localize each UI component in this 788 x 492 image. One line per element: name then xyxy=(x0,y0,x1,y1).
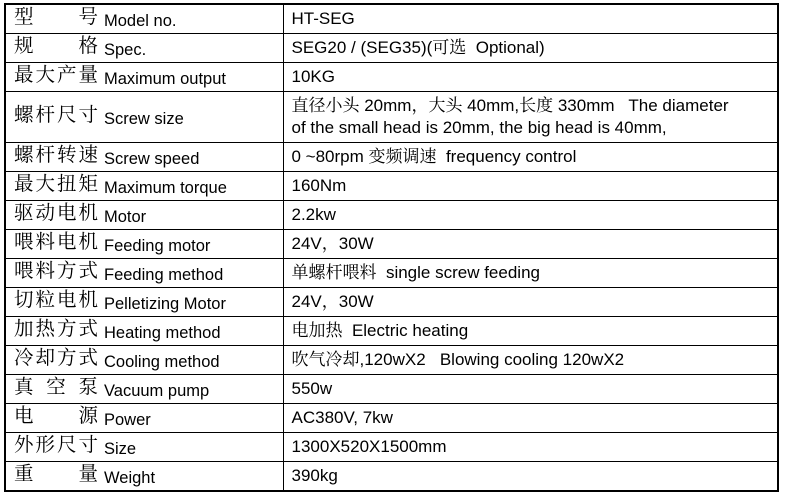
table-row-feeding-method xyxy=(5,259,778,288)
spec-value-cell xyxy=(283,143,778,172)
spec-value-cell xyxy=(283,172,778,201)
spec-value: 24V，30W xyxy=(291,291,374,311)
spec-value: 0 ~80rpm 变频调速 frequency control xyxy=(291,146,577,166)
spec-label-en: Feeding motor xyxy=(104,237,211,255)
spec-value: 390kg xyxy=(291,465,338,485)
table-row-size xyxy=(5,433,778,462)
spec-label-en: Size xyxy=(104,440,137,458)
spec-value-cell xyxy=(283,34,778,63)
spec-label-cell xyxy=(5,34,283,63)
spec-label-cell xyxy=(5,63,283,92)
spec-label-cn: 切粒电机 xyxy=(14,289,98,311)
spec-value-cell xyxy=(283,230,778,259)
spec-label-en: Power xyxy=(104,411,151,429)
spec-label-cn: 冷却方式 xyxy=(14,347,98,369)
table-row-screw-speed xyxy=(5,143,778,172)
spec-value-cell xyxy=(283,462,778,492)
spec-label-cell xyxy=(5,346,283,375)
table-row-maximum-torque xyxy=(5,172,778,201)
spec-label-cn: 重量 xyxy=(14,463,98,485)
spec-value-cell xyxy=(283,317,778,346)
spec-label-en: Feeding method xyxy=(104,266,224,284)
spec-value-cell xyxy=(283,375,778,404)
spec-label-en: Model no. xyxy=(104,12,177,30)
spec-label-cn: 螺杆转速 xyxy=(14,144,98,166)
spec-label-cn: 喂料方式 xyxy=(14,260,98,282)
spec-label-cn: 外形尺寸 xyxy=(14,434,98,456)
spec-value-cell xyxy=(283,288,778,317)
spec-label-cn: 型号 xyxy=(14,6,98,28)
spec-label-cell xyxy=(5,172,283,201)
spec-value: HT-SEG xyxy=(291,8,355,28)
spec-label-cell xyxy=(5,143,283,172)
table-row-power xyxy=(5,404,778,433)
spec-value-cell xyxy=(283,404,778,433)
spec-label-cn: 最大产量 xyxy=(14,64,98,86)
spec-label-cell xyxy=(5,92,283,143)
spec-value-cell xyxy=(283,433,778,462)
spec-label-cell xyxy=(5,201,283,230)
spec-value-cell xyxy=(283,92,778,143)
spec-label-cn: 规格 xyxy=(14,35,98,57)
spec-label-en: Spec. xyxy=(104,41,147,59)
spec-label-en: Screw speed xyxy=(104,150,200,168)
spec-value-cell xyxy=(283,63,778,92)
spec-value: 1300X520X1500mm xyxy=(291,436,447,456)
spec-table xyxy=(4,3,779,492)
spec-value: 160Nm xyxy=(291,175,347,195)
table-row-spec xyxy=(5,34,778,63)
table-row-cooling-method xyxy=(5,346,778,375)
spec-value: 吹气冷却,120wX2 Blowing cooling 120wX2 xyxy=(291,349,625,369)
spec-value: AC380V, 7kw xyxy=(291,407,393,427)
table-row-maximum-output xyxy=(5,63,778,92)
table-row-vacuum-pump xyxy=(5,375,778,404)
spec-value-line-1: 直径小头 20mm，大头 40mm,长度 330mm The diameter xyxy=(291,95,729,115)
spec-value-cell xyxy=(283,4,778,34)
spec-value-cell xyxy=(283,201,778,230)
spec-label-cell xyxy=(5,375,283,404)
spec-label-cn: 真空泵 xyxy=(14,376,98,398)
table-row-model-no xyxy=(5,4,778,34)
table-row-pelletizing-motor xyxy=(5,288,778,317)
spec-label-cell xyxy=(5,259,283,288)
spec-label-en: Maximum output xyxy=(104,70,226,88)
spec-label-cell xyxy=(5,317,283,346)
spec-value-cell xyxy=(283,259,778,288)
spec-label-en: Maximum torque xyxy=(104,179,227,197)
spec-label-en: Weight xyxy=(104,469,156,487)
spec-label-en: Vacuum pump xyxy=(104,382,210,400)
table-row-heating-method xyxy=(5,317,778,346)
table-row-screw-size xyxy=(5,92,778,143)
spec-label-en: Screw size xyxy=(104,110,184,128)
spec-label-cn: 驱动电机 xyxy=(14,202,98,224)
spec-value: 2.2kw xyxy=(291,204,336,224)
spec-value: 电加热 Electric heating xyxy=(291,320,469,340)
spec-label-en: Heating method xyxy=(104,324,221,342)
spec-label-cell xyxy=(5,433,283,462)
spec-label-cell xyxy=(5,404,283,433)
spec-label-cn: 加热方式 xyxy=(14,318,98,340)
spec-label-cell xyxy=(5,462,283,492)
spec-value: SEG20 / (SEG35)(可选 Optional) xyxy=(291,37,545,57)
spec-value-cell xyxy=(283,346,778,375)
spec-label-cn: 螺杆尺寸 xyxy=(14,104,98,126)
table-row-motor xyxy=(5,201,778,230)
spec-label-cn: 最大扭矩 xyxy=(14,173,98,195)
table-row-weight xyxy=(5,462,778,492)
spec-value: 单螺杆喂料 single screw feeding xyxy=(291,262,540,282)
table-row-feeding-motor xyxy=(5,230,778,259)
spec-value: 24V，30W xyxy=(291,233,374,253)
spec-value: 10KG xyxy=(291,66,335,86)
spec-value-line-2: of the small head is 20mm, the big head is 40mm, xyxy=(291,117,667,137)
spec-label-cell xyxy=(5,4,283,34)
spec-value: 550w xyxy=(291,378,333,398)
spec-label-en: Pelletizing Motor xyxy=(104,295,226,313)
spec-label-en: Motor xyxy=(104,208,147,226)
spec-label-cn: 电源 xyxy=(14,405,98,427)
spec-label-cell xyxy=(5,230,283,259)
spec-label-cell xyxy=(5,288,283,317)
spec-label-en: Cooling method xyxy=(104,353,220,371)
spec-label-cn: 喂料电机 xyxy=(14,231,98,253)
